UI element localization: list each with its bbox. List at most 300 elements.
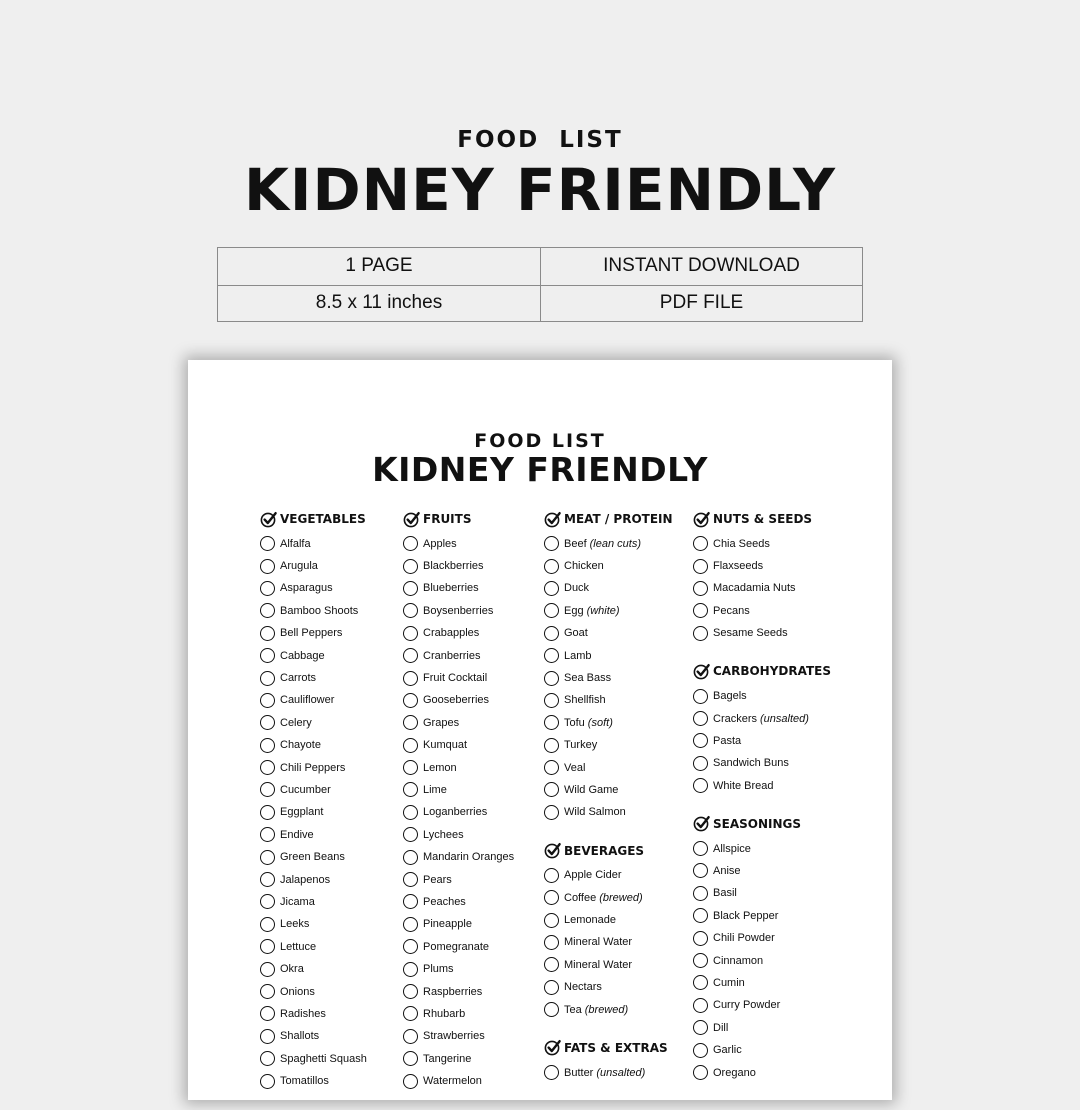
checkbox-circle-icon[interactable]	[403, 581, 418, 596]
checkbox-circle-icon[interactable]	[544, 536, 559, 551]
section-title: CARBOHYDRATES	[713, 664, 831, 679]
food-item	[260, 689, 367, 711]
food-item-label: Bagels	[713, 690, 747, 703]
checked-circle-icon	[403, 511, 420, 528]
food-item	[260, 801, 367, 823]
food-item-note: (unsalted)	[760, 712, 809, 725]
food-item-label: Goat	[564, 627, 588, 640]
food-item-label: Grapes	[423, 716, 460, 729]
checkbox-circle-icon[interactable]	[260, 559, 275, 574]
checked-circle-icon	[260, 511, 277, 528]
food-item-label: Flaxseeds	[713, 560, 764, 573]
food-item	[693, 927, 831, 949]
food-item	[544, 600, 673, 622]
sheet-subtitle: FOOD LIST	[474, 430, 606, 452]
checkbox-circle-icon[interactable]	[693, 1020, 708, 1035]
food-item	[693, 730, 831, 752]
checkbox-circle-icon[interactable]	[544, 782, 559, 797]
food-item-label: Fruit Cocktail	[423, 672, 488, 685]
checkbox-circle-icon[interactable]	[693, 886, 708, 901]
food-item	[693, 1017, 831, 1039]
food-section	[693, 662, 831, 796]
food-item	[544, 644, 673, 666]
food-item	[260, 644, 367, 666]
checkbox-circle-icon[interactable]	[260, 872, 275, 887]
section-heading	[544, 510, 673, 528]
checkbox-circle-icon[interactable]	[693, 953, 708, 968]
food-item	[544, 931, 673, 953]
header-title: KIDNEY FRIENDLY	[243, 156, 837, 224]
food-item	[693, 860, 831, 882]
food-item	[403, 1003, 514, 1025]
checkbox-circle-icon[interactable]	[403, 603, 418, 618]
checkbox-circle-icon[interactable]	[403, 805, 418, 820]
checked-circle-icon	[693, 511, 710, 528]
checkbox-circle-icon[interactable]	[403, 827, 418, 842]
food-item	[544, 954, 673, 976]
food-item-label: Tomatillos	[280, 1075, 329, 1088]
food-item	[693, 775, 831, 797]
checkbox-circle-icon[interactable]	[693, 778, 708, 793]
food-item-label: Allspice	[713, 842, 751, 855]
food-item	[260, 913, 367, 935]
checkbox-circle-icon[interactable]	[403, 850, 418, 865]
checkbox-circle-icon[interactable]	[544, 1002, 559, 1017]
food-item-label: Basil	[713, 887, 737, 900]
checkbox-circle-icon[interactable]	[260, 1029, 275, 1044]
food-item-label: Anise	[713, 864, 741, 877]
food-item-label: Okra	[280, 963, 304, 976]
food-item	[403, 1025, 514, 1047]
checkbox-circle-icon[interactable]	[260, 962, 275, 977]
checkbox-circle-icon[interactable]	[693, 1065, 708, 1080]
checkbox-circle-icon[interactable]	[260, 1074, 275, 1089]
food-item-label: Cinnamon	[713, 954, 764, 967]
checkbox-circle-icon[interactable]	[403, 917, 418, 932]
food-item-label: Chicken	[564, 560, 604, 573]
food-item-label: Shallots	[280, 1030, 320, 1043]
checkbox-circle-icon[interactable]	[260, 984, 275, 999]
checkbox-circle-icon[interactable]	[403, 559, 418, 574]
food-item	[260, 824, 367, 846]
food-item-label: White Bread	[713, 779, 774, 792]
food-item-note: (soft)	[587, 716, 613, 729]
food-item	[403, 868, 514, 890]
checked-circle-icon	[693, 663, 710, 680]
checkbox-circle-icon[interactable]	[403, 1029, 418, 1044]
checkbox-circle-icon[interactable]	[403, 536, 418, 551]
checkbox-circle-icon[interactable]	[693, 603, 708, 618]
food-item	[403, 644, 514, 666]
food-item-label: Apples	[423, 537, 457, 550]
checkbox-circle-icon[interactable]	[260, 626, 275, 641]
food-item-label: Eggplant	[280, 806, 324, 819]
checkbox-circle-icon[interactable]	[403, 939, 418, 954]
checkbox-circle-icon[interactable]	[693, 536, 708, 551]
food-item-label: Black Pepper	[713, 909, 779, 922]
checkbox-circle-icon[interactable]	[260, 671, 275, 686]
checkbox-circle-icon[interactable]	[544, 980, 559, 995]
food-item	[403, 734, 514, 756]
food-item-label: Pasta	[713, 734, 742, 747]
food-item-label: Crackers	[713, 712, 758, 725]
food-item-label: Cabbage	[280, 649, 325, 662]
food-item	[693, 577, 831, 599]
food-item-label: Turkey	[564, 739, 598, 752]
food-item	[260, 712, 367, 734]
food-item	[260, 980, 367, 1002]
food-item-label: Crabapples	[423, 627, 480, 640]
checkbox-circle-icon[interactable]	[693, 733, 708, 748]
checkbox-circle-icon[interactable]	[403, 738, 418, 753]
food-item-label: Arugula	[280, 560, 318, 573]
food-item-label: Cumin	[713, 976, 745, 989]
food-item-label: Blueberries	[423, 582, 479, 595]
checkbox-circle-icon[interactable]	[693, 626, 708, 641]
section-title: FATS & EXTRAS	[564, 1040, 668, 1055]
food-item	[403, 824, 514, 846]
food-item	[693, 994, 831, 1016]
checkbox-circle-icon[interactable]	[693, 559, 708, 574]
checkbox-circle-icon[interactable]	[693, 975, 708, 990]
food-section	[403, 510, 514, 1092]
food-item-label: Mineral Water	[564, 936, 633, 949]
food-column-3	[544, 510, 673, 1102]
section-title: MEAT / PROTEIN	[564, 512, 673, 526]
food-item-label: Lettuce	[280, 940, 317, 953]
food-section	[544, 1039, 673, 1084]
food-item-label: Veal	[564, 761, 586, 774]
food-item-label: Jalapenos	[280, 873, 331, 886]
checkbox-circle-icon[interactable]	[403, 715, 418, 730]
food-item-label: Cauliflower	[280, 694, 335, 707]
food-section	[544, 510, 673, 824]
section-title: BEVERAGES	[564, 843, 645, 858]
food-item	[693, 1039, 831, 1061]
food-item	[693, 882, 831, 904]
food-item	[544, 909, 673, 931]
food-item-note: (lean cuts)	[589, 537, 641, 550]
food-item	[403, 1070, 514, 1092]
food-item	[544, 667, 673, 689]
checkbox-circle-icon[interactable]	[260, 648, 275, 663]
food-item	[693, 600, 831, 622]
section-title: SEASONINGS	[713, 816, 802, 831]
food-item-label: Dill	[713, 1021, 729, 1034]
food-item-label: Macadamia Nuts	[713, 582, 796, 595]
food-item-label: Chili Peppers	[280, 761, 346, 774]
food-item	[693, 837, 831, 859]
food-item-label: Chili Powder	[713, 932, 775, 945]
checkbox-circle-icon[interactable]	[544, 559, 559, 574]
food-item-label: Cranberries	[423, 649, 481, 662]
food-section	[544, 842, 673, 1021]
food-item	[544, 533, 673, 555]
checkbox-circle-icon[interactable]	[403, 1006, 418, 1021]
food-item	[544, 622, 673, 644]
food-column-1	[260, 510, 367, 1110]
checkbox-circle-icon[interactable]	[544, 648, 559, 663]
food-item	[403, 756, 514, 778]
section-heading	[544, 1039, 673, 1057]
food-item-label: Pomegranate	[423, 940, 490, 953]
food-item	[260, 1025, 367, 1047]
checkbox-circle-icon[interactable]	[544, 760, 559, 775]
food-item	[693, 707, 831, 729]
food-item-label: Lamb	[564, 649, 592, 662]
checkbox-circle-icon[interactable]	[544, 603, 559, 618]
food-item	[544, 864, 673, 886]
checked-circle-icon	[693, 815, 710, 832]
food-item	[260, 533, 367, 555]
food-item	[693, 905, 831, 927]
checkbox-circle-icon[interactable]	[403, 693, 418, 708]
checkbox-circle-icon[interactable]	[544, 957, 559, 972]
food-item	[693, 1061, 831, 1083]
food-item-note: (unsalted)	[596, 1066, 646, 1079]
food-item-label: Strawberries	[423, 1030, 485, 1043]
checkbox-circle-icon[interactable]	[403, 1051, 418, 1066]
food-item-label: Lemon	[423, 761, 457, 774]
food-item-note: (brewed)	[584, 1003, 629, 1016]
checkbox-circle-icon[interactable]	[260, 715, 275, 730]
spec-format: PDF FILE	[540, 285, 862, 322]
food-item	[693, 972, 831, 994]
checkbox-circle-icon[interactable]	[260, 581, 275, 596]
food-item-label: Tea	[564, 1003, 582, 1016]
food-item	[544, 712, 673, 734]
food-section	[693, 510, 831, 644]
food-item-label: Raspberries	[423, 985, 483, 998]
food-item	[260, 622, 367, 644]
food-item-label: Green Beans	[280, 851, 345, 864]
food-item	[403, 936, 514, 958]
checkbox-circle-icon[interactable]	[403, 626, 418, 641]
food-item-label: Duck	[564, 582, 590, 595]
food-item-label: Kumquat	[423, 739, 468, 752]
food-item-note: (white)	[586, 604, 620, 617]
food-item-note: (brewed)	[599, 891, 643, 904]
food-item-label: Tangerine	[423, 1052, 472, 1065]
food-item	[403, 533, 514, 555]
food-column-2	[403, 510, 514, 1110]
food-item	[544, 734, 673, 756]
checkbox-circle-icon[interactable]	[260, 917, 275, 932]
food-item	[403, 689, 514, 711]
food-item	[260, 868, 367, 890]
checkbox-circle-icon[interactable]	[403, 671, 418, 686]
food-item-label: Watermelon	[423, 1075, 482, 1088]
spec-size: 8.5 x 11 inches	[218, 285, 540, 322]
printable-sheet-preview	[188, 360, 892, 1100]
checkbox-circle-icon[interactable]	[693, 711, 708, 726]
checkbox-circle-icon[interactable]	[544, 626, 559, 641]
product-specs-table	[217, 247, 863, 322]
section-heading	[403, 510, 514, 528]
checkbox-circle-icon[interactable]	[260, 782, 275, 797]
section-heading	[693, 815, 831, 833]
food-item	[693, 555, 831, 577]
food-item	[403, 891, 514, 913]
food-item	[693, 533, 831, 555]
food-item	[544, 779, 673, 801]
food-item-label: Pineapple	[423, 918, 472, 931]
section-title: NUTS & SEEDS	[713, 512, 813, 526]
food-item	[260, 1070, 367, 1092]
checkbox-circle-icon[interactable]	[260, 1006, 275, 1021]
food-item-label: Carrots	[280, 672, 317, 685]
food-item-label: Lemonade	[564, 914, 616, 927]
checkbox-circle-icon[interactable]	[544, 890, 559, 905]
food-item-label: Wild Game	[564, 783, 619, 796]
food-item-label: Bell Peppers	[280, 627, 343, 640]
food-item-label: Garlic	[713, 1044, 742, 1057]
food-item-label: Endive	[280, 828, 314, 841]
food-item	[544, 577, 673, 599]
food-item	[260, 1003, 367, 1025]
food-item	[260, 734, 367, 756]
food-item	[403, 846, 514, 868]
checkbox-circle-icon[interactable]	[693, 998, 708, 1013]
food-item	[544, 886, 673, 908]
checkbox-circle-icon[interactable]	[260, 827, 275, 842]
food-item	[544, 1061, 673, 1083]
food-item-label: Jicama	[280, 895, 315, 908]
checkbox-circle-icon[interactable]	[260, 850, 275, 865]
checkbox-circle-icon[interactable]	[403, 648, 418, 663]
food-item-label: Lychees	[423, 828, 464, 841]
food-item-label: Lime	[423, 783, 447, 796]
checkbox-circle-icon[interactable]	[693, 908, 708, 923]
food-item	[260, 555, 367, 577]
food-item	[544, 801, 673, 823]
food-item	[260, 958, 367, 980]
checkbox-circle-icon[interactable]	[693, 581, 708, 596]
section-heading	[693, 662, 831, 680]
checkbox-circle-icon[interactable]	[260, 738, 275, 753]
checked-circle-icon	[544, 511, 561, 528]
checkbox-circle-icon[interactable]	[544, 738, 559, 753]
checked-circle-icon	[544, 842, 561, 859]
food-item-label: Cucumber	[280, 783, 331, 796]
spec-download: INSTANT DOWNLOAD	[540, 248, 862, 285]
food-item	[260, 936, 367, 958]
checkbox-circle-icon[interactable]	[403, 1074, 418, 1089]
checkbox-circle-icon[interactable]	[260, 805, 275, 820]
food-item-label: Oregano	[713, 1066, 756, 1079]
food-section	[260, 510, 367, 1092]
checkbox-circle-icon[interactable]	[544, 693, 559, 708]
food-item-label: Sea Bass	[564, 672, 612, 685]
checkbox-circle-icon[interactable]	[403, 872, 418, 887]
checkbox-circle-icon[interactable]	[693, 1043, 708, 1058]
checkbox-circle-icon[interactable]	[403, 782, 418, 797]
food-item-label: Beef	[564, 537, 587, 550]
spec-pages: 1 PAGE	[345, 255, 413, 277]
food-item	[544, 689, 673, 711]
food-item	[260, 846, 367, 868]
food-item-label: Asparagus	[280, 582, 333, 595]
food-item-label: Spaghetti Squash	[280, 1052, 367, 1065]
food-item-label: Chayote	[280, 739, 321, 752]
food-item-label: Onions	[280, 985, 315, 998]
food-item-label: Bamboo Shoots	[280, 604, 359, 617]
header-subtitle: FOOD LIST	[457, 127, 623, 153]
food-item	[403, 555, 514, 577]
food-item-label: Radishes	[280, 1007, 326, 1020]
checkbox-circle-icon[interactable]	[544, 913, 559, 928]
food-item-label: Alfalfa	[280, 537, 311, 550]
checkbox-circle-icon[interactable]	[260, 894, 275, 909]
food-item	[260, 779, 367, 801]
food-item-label: Pecans	[713, 604, 750, 617]
checkbox-circle-icon[interactable]	[693, 756, 708, 771]
checkbox-circle-icon[interactable]	[544, 935, 559, 950]
checkbox-circle-icon[interactable]	[403, 894, 418, 909]
checkbox-circle-icon[interactable]	[260, 939, 275, 954]
food-item-label: Mandarin Oranges	[423, 851, 515, 864]
checkbox-circle-icon[interactable]	[544, 805, 559, 820]
checkbox-circle-icon[interactable]	[260, 536, 275, 551]
food-item	[403, 622, 514, 644]
food-item-label: Chia Seeds	[713, 537, 770, 550]
checkbox-circle-icon[interactable]	[693, 841, 708, 856]
checkbox-circle-icon[interactable]	[260, 1051, 275, 1066]
food-item-label: Blackberries	[423, 560, 484, 573]
checkbox-circle-icon[interactable]	[403, 962, 418, 977]
checkbox-circle-icon[interactable]	[544, 868, 559, 883]
section-heading	[544, 842, 673, 860]
food-item	[693, 752, 831, 774]
food-item	[403, 577, 514, 599]
checkbox-circle-icon[interactable]	[403, 760, 418, 775]
checkbox-circle-icon[interactable]	[544, 715, 559, 730]
checkbox-circle-icon[interactable]	[544, 671, 559, 686]
food-item	[403, 1047, 514, 1069]
checkbox-circle-icon[interactable]	[693, 931, 708, 946]
checkbox-circle-icon[interactable]	[693, 863, 708, 878]
checkbox-circle-icon[interactable]	[403, 984, 418, 999]
food-item	[544, 555, 673, 577]
food-item	[403, 779, 514, 801]
section-heading	[260, 510, 367, 528]
food-item-label: Apple Cider	[564, 869, 622, 882]
food-item	[693, 622, 831, 644]
food-item-label: Wild Salmon	[564, 806, 626, 819]
food-item-label: Plums	[423, 963, 454, 976]
food-item	[260, 600, 367, 622]
checkbox-circle-icon[interactable]	[693, 689, 708, 704]
food-item	[544, 998, 673, 1020]
section-heading	[693, 510, 831, 528]
food-item-label: Rhubarb	[423, 1007, 466, 1020]
food-item-label: Loganberries	[423, 806, 488, 819]
food-item-label: Butter	[564, 1066, 594, 1079]
food-item	[260, 577, 367, 599]
checkbox-circle-icon[interactable]	[260, 760, 275, 775]
checkbox-circle-icon[interactable]	[544, 581, 559, 596]
checkbox-circle-icon[interactable]	[260, 603, 275, 618]
food-item	[260, 891, 367, 913]
food-item	[693, 685, 831, 707]
food-item-label: Nectars	[564, 981, 602, 994]
checkbox-circle-icon[interactable]	[544, 1065, 559, 1080]
section-title: FRUITS	[423, 512, 472, 526]
checkbox-circle-icon[interactable]	[260, 693, 275, 708]
food-item	[403, 712, 514, 734]
food-item-label: Leeks	[280, 918, 310, 931]
food-section	[693, 815, 831, 1084]
